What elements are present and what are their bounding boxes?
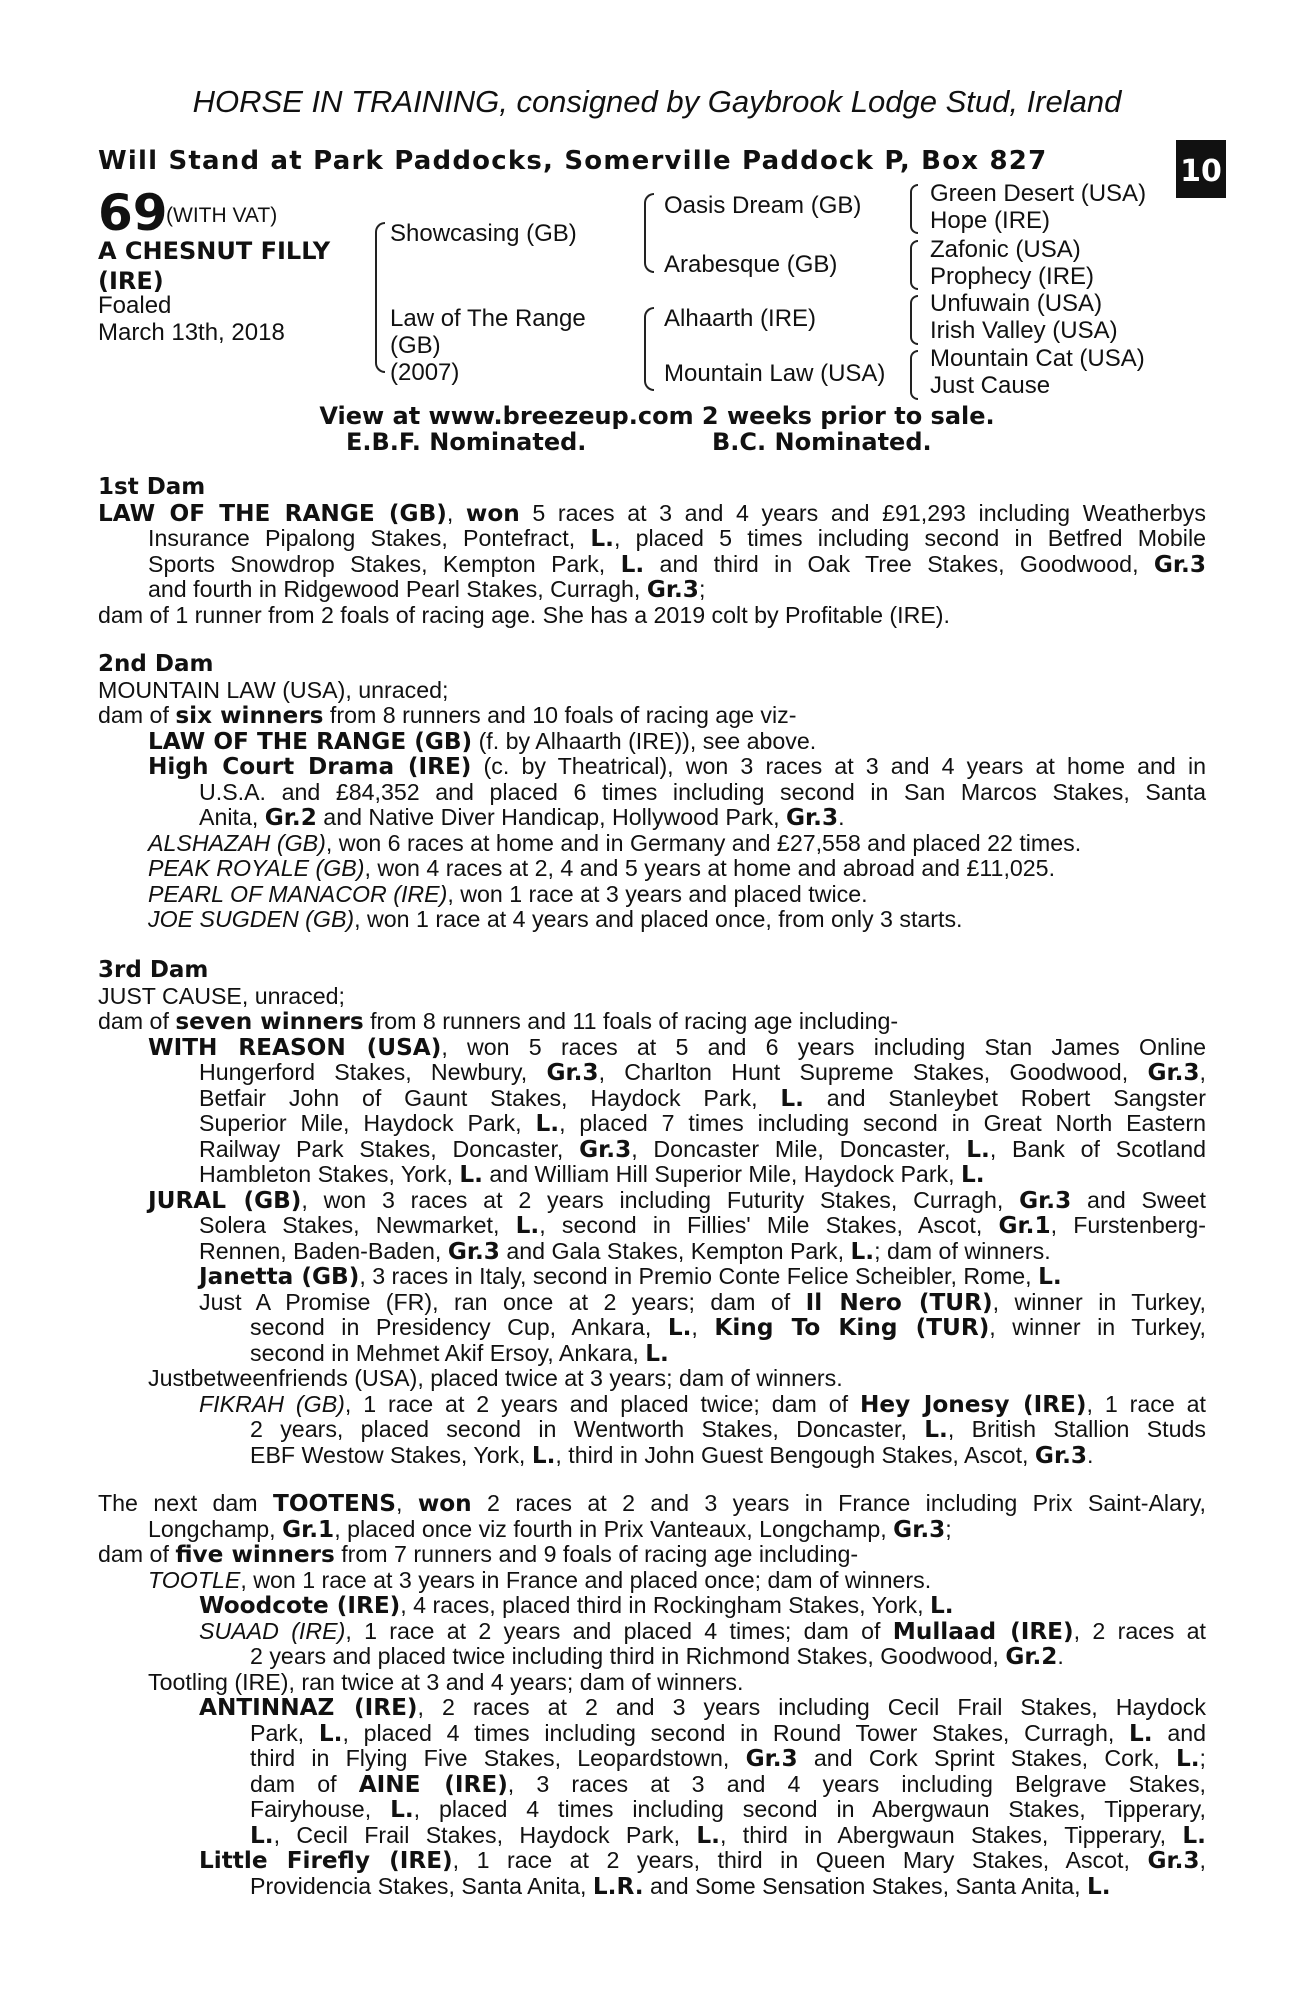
- third-dam-line-3: [98, 1035, 1206, 1061]
- horse-name: Mullaad (IRE): [892, 1617, 1074, 1645]
- group-label: Gr.2: [1005, 1643, 1058, 1670]
- third-dam-line-6: [98, 1111, 1206, 1137]
- text-run: Just A Promise (FR), ran once at 2 years; dam of: [199, 1288, 806, 1315]
- next-dam-line-10: [98, 1721, 1206, 1747]
- listed-label: L.: [590, 525, 614, 552]
- text-run: , 3 races at 3 and 4 years including Belgrave Stakes,: [507, 1770, 1206, 1797]
- text-run: , won 1 race at 3 years and placed twice.: [447, 880, 868, 907]
- text-run: and Stanleybet Robert Sangster: [803, 1084, 1207, 1111]
- text-run: from 8 runners and 11 foals of racing age including-: [363, 1008, 899, 1034]
- second-dam-line-1: MOUNTAIN LAW (USA), unraced;: [98, 676, 449, 703]
- next-dam-line-13: [98, 1797, 1206, 1823]
- text-run: Hambleton Stakes, York,: [199, 1161, 460, 1187]
- group-label: Gr.3: [546, 1059, 599, 1086]
- third-dam-line-5: [98, 1086, 1206, 1112]
- text-run: 2 years and placed twice including third in Richmond Stakes, Goodwood,: [250, 1643, 1006, 1669]
- text-run: , 4 races, placed third in Rockingham Stakes, York,: [400, 1592, 931, 1618]
- listed-label: L.: [850, 1237, 875, 1265]
- text-run: , won 1 race at 4 years and placed once, from only 3 starts.: [354, 906, 963, 932]
- text-run: Fairyhouse,: [250, 1796, 391, 1822]
- text-run: Railway Park Stakes, Doncaster,: [199, 1135, 580, 1162]
- horse-name: Janetta (GB): [199, 1263, 360, 1290]
- ebf-nominated: E.B.F. Nominated.: [346, 428, 587, 456]
- horse-name: AINE (IRE): [358, 1770, 508, 1798]
- third-dam-line-14: [98, 1315, 1206, 1341]
- pedigree-dam-line-1: Law of The Range: [390, 305, 586, 332]
- first-dam-line-4: [98, 577, 1206, 603]
- pedigree-brace-4: [910, 184, 918, 234]
- listed-label: L.: [1038, 1263, 1062, 1290]
- text-run: , 3 races in Italy, second in Premio Conte Felice Scheibler, Rome,: [359, 1263, 1039, 1289]
- group-label: Gr.3: [1153, 550, 1206, 578]
- text-run: and William Hill Superior Mile, Haydock Park,: [482, 1161, 962, 1187]
- pedigree-dam-line-3: (2007): [390, 359, 460, 386]
- third-dam-line-1: JUST CAUSE, unraced;: [98, 982, 346, 1009]
- horse-name: JOE SUGDEN (GB): [148, 906, 355, 932]
- horse-name: ALSHAZAH (GB): [148, 829, 326, 856]
- second-dam-line-6: [98, 805, 1206, 831]
- won-label: won: [465, 499, 520, 527]
- pedigree-dam-line-2: (GB): [390, 332, 441, 359]
- text-run: second in Presidency Cup, Ankara,: [250, 1314, 668, 1340]
- text-run: ,: [1199, 1059, 1206, 1085]
- group-label: Gr.1: [998, 1212, 1051, 1239]
- foaled-label: Foaled: [98, 292, 172, 319]
- horse-line-2: (IRE): [98, 267, 164, 295]
- group-label: Gr.2: [264, 804, 317, 831]
- pedigree-dss: Unfuwain (USA): [930, 290, 1103, 317]
- text-run: Providencia Stakes, Santa Anita,: [250, 1872, 593, 1899]
- horse-name: LAW OF THE RANGE (GB): [148, 727, 473, 755]
- first-dam-line-2: [98, 526, 1206, 552]
- group-label: Gr.3: [1034, 1441, 1088, 1469]
- pedigree-dds: Mountain Cat (USA): [930, 345, 1145, 372]
- second-dam-line-3: [98, 729, 1206, 755]
- pedigree-brace-1: [375, 222, 385, 373]
- pedigree-dam: [390, 305, 586, 386]
- text-run: Park,: [250, 1719, 319, 1746]
- next-dam-line-2: [98, 1517, 1206, 1543]
- text-run: , winner in Turkey,: [992, 1288, 1206, 1315]
- listed-label: L.: [780, 1084, 804, 1112]
- pedigree-sdd: Prophecy (IRE): [930, 263, 1095, 290]
- text-run: .: [1087, 1441, 1094, 1468]
- text-run: dam of: [98, 1008, 176, 1034]
- text-run: third in Flying Five Stakes, Leopardstown,: [250, 1745, 746, 1771]
- next-dam-line-16: [98, 1874, 1206, 1900]
- text-run: , placed 4 times including second in Round Tower Stakes, Curragh,: [342, 1719, 1130, 1746]
- badge-icon: [1176, 118, 1226, 198]
- second-dam-line-8: [98, 856, 1206, 882]
- listed-label: L.: [390, 1796, 414, 1823]
- pedigree-brace-3: [644, 307, 654, 391]
- pedigree-brace-2: [644, 193, 654, 273]
- next-dam-line-9: [98, 1695, 1206, 1721]
- horse-name: JURAL (GB): [148, 1186, 302, 1214]
- horse-name: Woodcote (IRE): [199, 1592, 401, 1619]
- text-run: (c. by Theatrical), won 3 races at 3 and 4 years at home and in: [471, 753, 1206, 779]
- next-dam-line-6: [98, 1619, 1206, 1645]
- pedigree-brace-6: [910, 295, 918, 345]
- third-dam-line-13: [98, 1290, 1206, 1316]
- text-run: , 1 race at 2 years and placed 4 times; dam of: [345, 1617, 893, 1644]
- text-run: , Bank of Scotland: [989, 1135, 1206, 1162]
- text-run: and Gala Stakes, Kempton Park,: [499, 1237, 851, 1264]
- vat-label: (WITH VAT): [166, 204, 278, 227]
- listed-label: L.: [930, 1592, 954, 1619]
- text-run: ,: [1199, 1847, 1206, 1873]
- text-run: 2 years, placed second in Wentworth Stakes, Doncaster,: [250, 1416, 925, 1442]
- text-run: , 1 race at 2 years and placed twice; dam of: [344, 1390, 860, 1417]
- text-run: , placed 4 times including second in Abergwaun Stakes, Tipperary,: [413, 1796, 1206, 1822]
- pedigree-sss: Green Desert (USA): [930, 180, 1147, 207]
- next-dam-line-3: [98, 1542, 1206, 1568]
- second-dam-line-9: [98, 882, 1206, 908]
- group-label: Gr.3: [745, 1745, 798, 1772]
- text-run: , winner in Turkey,: [989, 1314, 1207, 1340]
- horse-name: Il Nero (TUR): [805, 1288, 993, 1316]
- text-run: , third in Abergwaun Stakes, Tipperary,: [720, 1821, 1183, 1848]
- horse-name: King To King (TUR): [714, 1314, 990, 1341]
- text-run: Betfair John of Gaunt Stakes, Haydock Park,: [199, 1084, 781, 1111]
- won-label: won: [417, 1490, 472, 1517]
- next-dam-line-12: [98, 1772, 1206, 1798]
- horse-name: FIKRAH (GB): [199, 1390, 345, 1417]
- horse-name: PEARL OF MANACOR (IRE): [148, 880, 448, 907]
- listed-label: L.: [1175, 1745, 1200, 1772]
- second-dam-line-10: [98, 907, 1206, 933]
- text-run: 2 races at 2 and 3 years in France including Prix Saint-Alary,: [471, 1490, 1207, 1516]
- listed-label: L.: [459, 1161, 483, 1188]
- next-dam-line-15: [98, 1848, 1206, 1874]
- text-run: dam of: [98, 1541, 176, 1567]
- next-dam-line-4: [98, 1568, 1206, 1594]
- third-dam-section: [98, 958, 1206, 1468]
- text-run: , won 1 race at 3 years in France and placed once; dam of winners.: [240, 1566, 932, 1593]
- horse-name: TOOTENS: [273, 1490, 397, 1517]
- third-dam-line-10: [98, 1213, 1206, 1239]
- pedigree-ssd: Hope (IRE): [930, 207, 1051, 234]
- text-run: , won 6 races at home and in Germany and £27,558 and placed 22 times.: [325, 829, 1082, 856]
- third-dam-line-11: [98, 1239, 1206, 1265]
- horse-name: TOOTLE: [148, 1566, 241, 1593]
- text-run: , British Stallion Studs: [947, 1416, 1206, 1442]
- group-label: Gr.3: [1019, 1186, 1072, 1214]
- text-run: .: [838, 804, 845, 830]
- listed-label: L.: [318, 1719, 343, 1747]
- text-run: ;: [1199, 1745, 1206, 1771]
- horse-name: WITH REASON (USA): [148, 1033, 442, 1061]
- pedigree-sire: Showcasing (GB): [390, 220, 577, 247]
- text-run: , 2 races at: [1073, 1617, 1206, 1644]
- pedigree-ddd: Just Cause: [930, 372, 1051, 399]
- third-dam-line-12: [98, 1264, 1206, 1290]
- text-run: Insurance Pipalong Stakes, Pontefract,: [148, 525, 591, 551]
- second-dam-section: [98, 652, 1206, 933]
- lot-number: 69: [98, 184, 168, 242]
- text-run: ,: [446, 499, 466, 526]
- text-run: and third in Oak Tree Stakes, Goodwood,: [644, 550, 1154, 577]
- text-run: Longchamp,: [148, 1515, 283, 1542]
- third-dam-line-7: [98, 1137, 1206, 1163]
- listed-label: L.: [667, 1314, 692, 1341]
- next-dam-line-5: [98, 1593, 1206, 1619]
- listed-label: L.: [696, 1821, 720, 1849]
- text-run: and Cork Sprint Stakes, Cork,: [797, 1745, 1176, 1771]
- second-dam-line-5: U.S.A. and £84,352 and placed 6 times including second in San Marcos Stakes, Santa: [199, 778, 1206, 805]
- group-label: Gr.3: [579, 1135, 632, 1163]
- third-dam-line-17: [98, 1392, 1206, 1418]
- third-dam-line-16: Justbetweenfriends (USA), placed twice at 3 years; dam of winners.: [148, 1365, 843, 1391]
- text-run: , placed 7 times including second in Great North Eastern: [559, 1110, 1207, 1136]
- first-dam-line-3: [98, 552, 1206, 578]
- next-dam-line-11: [98, 1746, 1206, 1772]
- text-run: , Furstenberg-: [1050, 1212, 1206, 1238]
- group-label: Gr.1: [282, 1515, 335, 1543]
- listed-label: L.: [924, 1416, 948, 1443]
- winners-count: five winners: [175, 1541, 335, 1568]
- text-run: ,: [396, 1490, 418, 1516]
- second-dam-line-4: [98, 754, 1206, 780]
- text-run: Sports Snowdrop Stakes, Kempton Park,: [148, 550, 621, 577]
- pedigree-dd: Mountain Law (USA): [664, 360, 886, 387]
- text-run: , second in Fillies' Mile Stakes, Ascot,: [539, 1212, 999, 1238]
- text-run: , 2 races at 2 and 3 years including Cecil Frail Stakes, Haydock: [417, 1694, 1206, 1720]
- second-dam-line-2: [98, 703, 1206, 729]
- text-run: Anita,: [199, 804, 265, 830]
- text-run: and: [1152, 1719, 1207, 1746]
- horse-name: High Court Drama (IRE): [148, 753, 472, 780]
- text-run: ,: [691, 1314, 715, 1340]
- text-run: , Charlton Hunt Supreme Stakes, Goodwood,: [598, 1059, 1148, 1085]
- third-dam-line-19: [98, 1443, 1206, 1469]
- first-dam-section: [98, 475, 1206, 628]
- next-dam-line-8: Tootling (IRE), ran twice at 3 and 4 years; dam of winners.: [148, 1668, 744, 1695]
- group-label: Gr.3: [893, 1515, 946, 1543]
- first-dam-line-1: [98, 501, 1206, 527]
- third-dam-line-9: [98, 1188, 1206, 1214]
- group-label: Gr.3: [1147, 1059, 1200, 1086]
- horse-name: Hey Jonesy (IRE): [859, 1390, 1087, 1418]
- third-dam-heading: 3rd Dam: [98, 957, 209, 983]
- foaled-date: March 13th, 2018: [98, 319, 285, 346]
- next-dam-line-7: [98, 1644, 1206, 1670]
- pedigree-sd: Arabesque (GB): [664, 251, 838, 278]
- horse-name: ANTINNAZ (IRE): [199, 1694, 418, 1721]
- listed-label: L.: [535, 1110, 560, 1137]
- listed-restricted-label: L.R.: [592, 1872, 644, 1900]
- first-dam-line-5: dam of 1 runner from 2 foals of racing age. She has a 2019 colt by Profitable (IRE).: [98, 601, 950, 628]
- text-run: ; dam of winners.: [874, 1237, 1051, 1264]
- listed-label: L.: [515, 1212, 540, 1239]
- text-run: Hungerford Stakes, Newbury,: [199, 1059, 547, 1085]
- pedigree-ss: Oasis Dream (GB): [664, 192, 862, 219]
- text-run: , Cecil Frail Stakes, Haydock Park,: [273, 1821, 697, 1848]
- text-run: .: [1057, 1643, 1064, 1669]
- text-run: , 1 race at 2 years, third in Queen Mary Stakes, Ascot,: [452, 1847, 1148, 1873]
- foaled: [98, 292, 285, 346]
- text-run: , Doncaster Mile, Doncaster,: [631, 1135, 967, 1162]
- pedigree-brace-7: [910, 350, 918, 400]
- next-dam-section: [98, 1491, 1206, 1899]
- group-label: Gr.3: [1147, 1847, 1200, 1874]
- first-dam-heading: 1st Dam: [98, 474, 206, 500]
- text-run: , won 4 races at 2, 4 and 5 years at home and abroad and £11,025.: [364, 855, 1056, 881]
- listed-label: L.: [250, 1821, 274, 1849]
- badge-number: 10: [1180, 154, 1222, 189]
- listed-label: L.: [966, 1135, 990, 1163]
- horse-name: PEAK ROYALE (GB): [148, 855, 365, 881]
- text-run: Rennen, Baden-Baden,: [199, 1237, 448, 1264]
- text-run: The next dam: [98, 1490, 273, 1516]
- badge-plus: +: [1181, 118, 1198, 142]
- text-run: from 8 runners and 10 foals of racing age viz-: [323, 702, 797, 728]
- text-run: dam of: [98, 702, 176, 728]
- bc-nominated: B.C. Nominated.: [712, 428, 932, 456]
- text-run: , 1 race at: [1086, 1390, 1206, 1417]
- text-run: and Some Sensation Stakes, Santa Anita,: [643, 1872, 1087, 1899]
- text-run: (f. by Alhaarth (IRE)), see above.: [472, 727, 817, 754]
- listed-label: L.: [1087, 1872, 1111, 1900]
- text-run: , won 3 races at 2 years including Futurity Stakes, Curragh,: [301, 1186, 1020, 1213]
- third-dam-line-18: [98, 1417, 1206, 1443]
- pedigree-sds: Zafonic (USA): [930, 236, 1081, 263]
- page-title: HORSE IN TRAINING, consigned by Gaybrook Lodge Stud, Ireland: [192, 84, 1122, 119]
- second-dam-line-7: [98, 831, 1206, 857]
- next-dam-line-1: [98, 1491, 1206, 1517]
- listed-label: L.: [645, 1339, 669, 1367]
- listed-label: L.: [620, 550, 645, 578]
- pedigree-ds: Alhaarth (IRE): [664, 305, 817, 332]
- pedigree-dsd: Irish Valley (USA): [930, 317, 1118, 344]
- listed-label: L.: [1182, 1821, 1206, 1849]
- next-dam-line-14: [98, 1823, 1206, 1849]
- horse-name: SUAAD (IRE): [199, 1617, 346, 1644]
- horse-line-1: A CHESNUT FILLY: [98, 237, 331, 265]
- text-run: second in Mehmet Akif Ersoy, Ankara,: [250, 1339, 646, 1366]
- winners-count: seven winners: [175, 1008, 364, 1035]
- text-run: Solera Stakes, Newmarket,: [199, 1212, 516, 1238]
- text-run: , third in John Guest Bengough Stakes, Ascot,: [555, 1441, 1035, 1468]
- group-label: Gr.3: [785, 804, 839, 831]
- text-run: and fourth in Ridgewood Pearl Stakes, Curragh,: [148, 576, 647, 602]
- text-run: 5 races at 3 and 4 years and £91,293 including Weatherbys: [519, 499, 1206, 526]
- text-run: , won 5 races at 5 and 6 years including Stan James Online: [441, 1033, 1206, 1060]
- horse-description: [98, 236, 368, 296]
- dam-name: LAW OF THE RANGE (GB): [98, 499, 447, 527]
- horse-name: Little Firefly (IRE): [199, 1847, 453, 1874]
- text-run: dam of: [250, 1770, 359, 1797]
- winners-count: six winners: [175, 702, 324, 729]
- group-label: Gr.3: [646, 576, 699, 603]
- third-dam-line-8: [98, 1162, 1206, 1188]
- text-run: from 7 runners and 9 foals of racing age including-: [334, 1541, 859, 1567]
- listed-label: L.: [961, 1161, 985, 1188]
- text-run: ;: [698, 576, 706, 602]
- text-run: and Sweet: [1071, 1186, 1206, 1213]
- second-dam-heading: 2nd Dam: [98, 651, 214, 677]
- listed-label: L.: [1129, 1719, 1153, 1747]
- text-run: Superior Mile, Haydock Park,: [199, 1110, 536, 1136]
- text-run: , placed once viz fourth in Prix Vanteaux, Longchamp,: [334, 1515, 894, 1542]
- text-run: and Native Diver Handicap, Hollywood Park,: [316, 804, 786, 830]
- text-run: , placed 5 times including second in Betfred Mobile: [613, 525, 1207, 551]
- group-label: Gr.3: [447, 1237, 500, 1265]
- third-dam-line-15: [98, 1341, 1206, 1367]
- view-note: View at www.breezeup.com 2 weeks prior to sale.: [319, 402, 995, 430]
- pedigree-brace-5: [910, 240, 918, 290]
- stand-location: Will Stand at Park Paddocks, Somerville Paddock P, Box 827: [98, 146, 1048, 176]
- listed-label: L.: [531, 1441, 556, 1469]
- third-dam-line-2: [98, 1009, 1206, 1035]
- third-dam-line-4: [98, 1060, 1206, 1086]
- text-run: EBF Westow Stakes, York,: [250, 1441, 532, 1468]
- text-run: ;: [945, 1515, 952, 1542]
